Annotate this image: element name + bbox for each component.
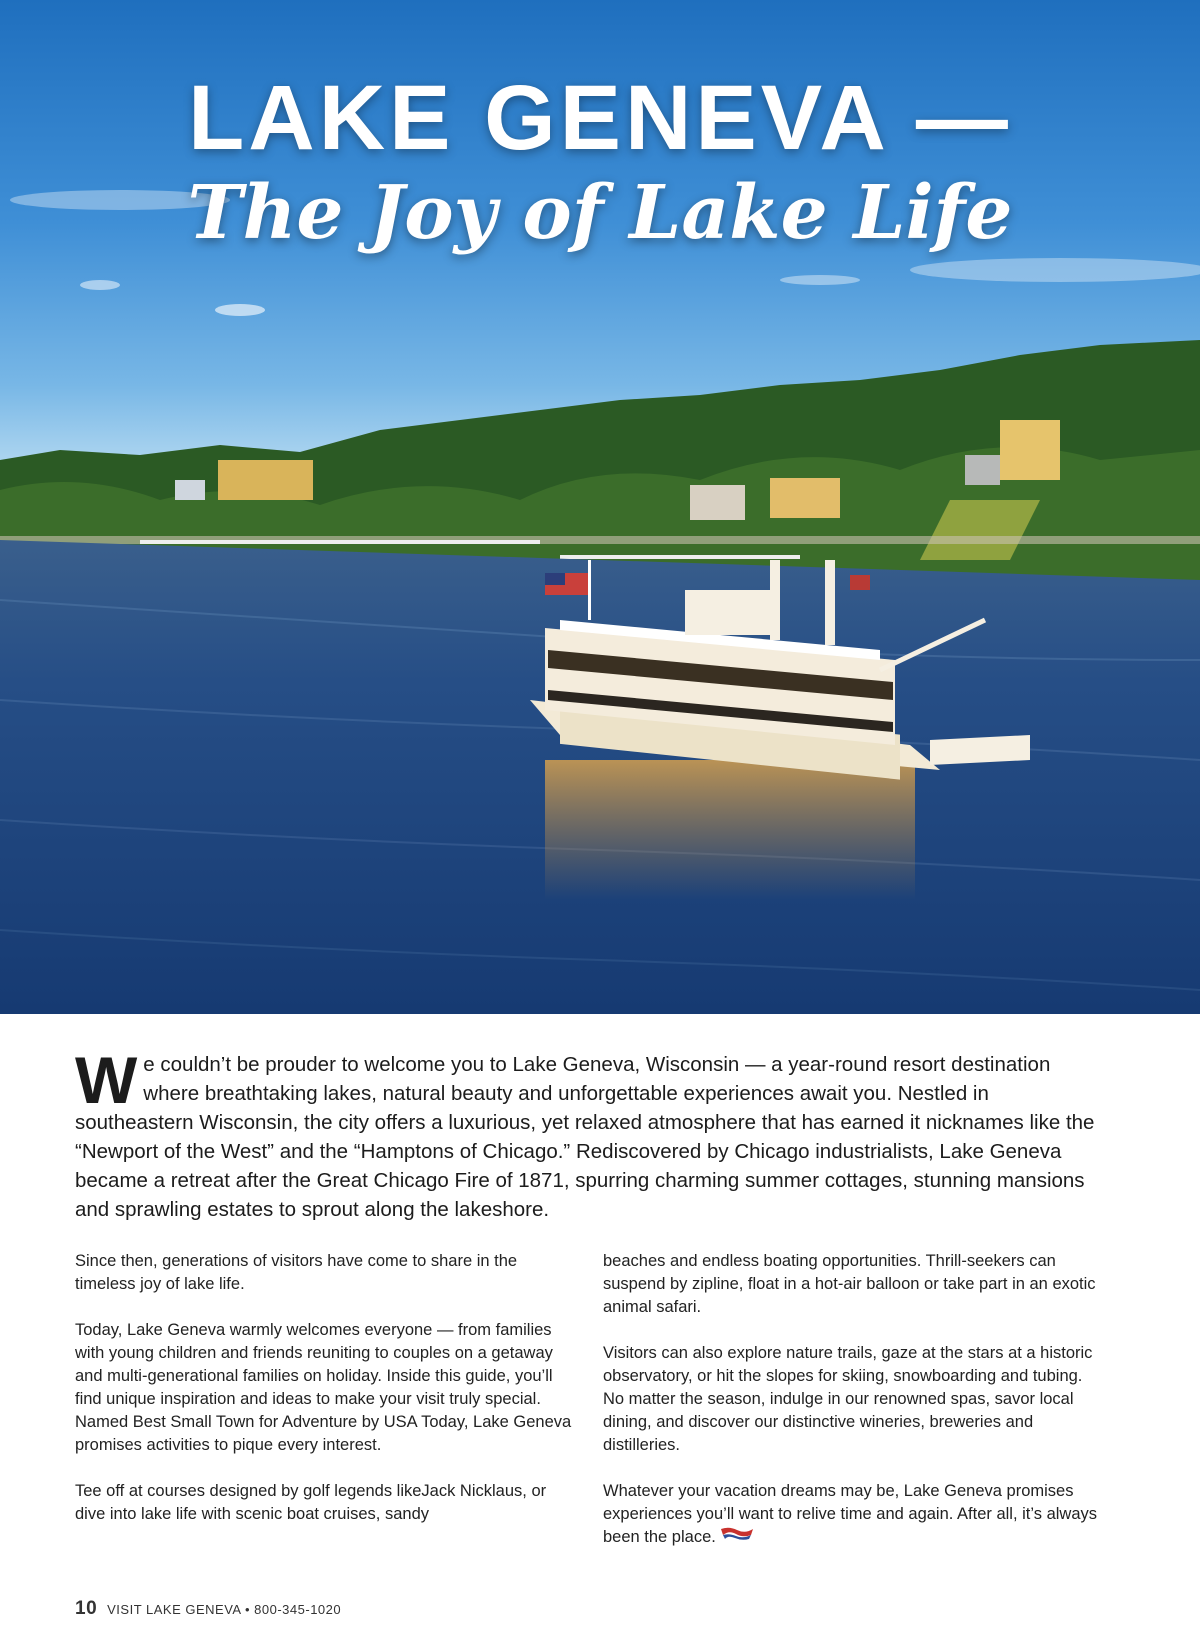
- page-footer: [75, 1598, 341, 1620]
- body-paragraph-closing: [603, 1480, 1108, 1549]
- body-paragraph: Today, Lake Geneva warmly welcomes everyone — from families with young children and friends reuniting to couples on a getaway and multi-generational families on holiday. Inside this guide, you’ll find unique inspiration and ideas to make your visit truly special. Named Best Small Town for Adventure by USA Today, Lake Geneva promises activities to pique every interest.: [75, 1321, 572, 1454]
- intro-paragraph: [75, 1043, 1105, 1224]
- body-column-right: [603, 1250, 1108, 1572]
- drop-cap: W: [75, 1043, 138, 1117]
- footer-text: VISIT LAKE GENEVA • 800-345-1020: [107, 1602, 342, 1617]
- body-paragraph: Tee off at courses designed by golf legends likeJack Nicklaus, or dive into lake life with scenic boat cruises, sandy: [75, 1482, 547, 1523]
- body-paragraph: Visitors can also explore nature trails, gaze at the stars at a historic observatory, or hit the slopes for skiing, snowboarding and tubing. No matter the season, indulge in our renowned spas, savor local dining, and discover our distinctive wineries, breweries and distilleries.: [603, 1344, 1093, 1454]
- page-number: 10: [75, 1598, 98, 1619]
- body-paragraph: Since then, generations of visitors have come to share in the timeless joy of lake life.: [75, 1252, 518, 1293]
- body-paragraph: beaches and endless boating opportunities. Thrill-seekers can suspend by zipline, float in a hot-air balloon or take part in an exotic animal safari.: [603, 1252, 1096, 1316]
- body-column-left: [75, 1250, 580, 1549]
- hero-title: LAKE GENEVA —: [188, 67, 1012, 169]
- hero-subtitle: The Joy of Lake Life: [187, 170, 1013, 256]
- flag-icon: [720, 1526, 754, 1549]
- closing-text: Whatever your vacation dreams may be, Lake Geneva promises experiences you’ll want to relive time and again. After all, it’s always been the place.: [603, 1482, 1098, 1546]
- intro-text: e couldn’t be prouder to welcome you to Lake Geneva, Wisconsin — a year-round resort destination where breathtaking lakes, natural beauty and unforgettable experiences await you. Nestled in southeastern Wisconsin, the city offers a luxurious, yet relaxed atmosphere that has earned it nicknames like the “Newport of the West” and the “Hamptons of Chicago.” Rediscovered by Chicago industrialists, Lake Geneva became a retreat after the Great Chicago Fire of 1871, spurring charming summer cottages, stunning mansions and sprawling estates to sprout along the lakeshore.: [75, 1053, 1095, 1221]
